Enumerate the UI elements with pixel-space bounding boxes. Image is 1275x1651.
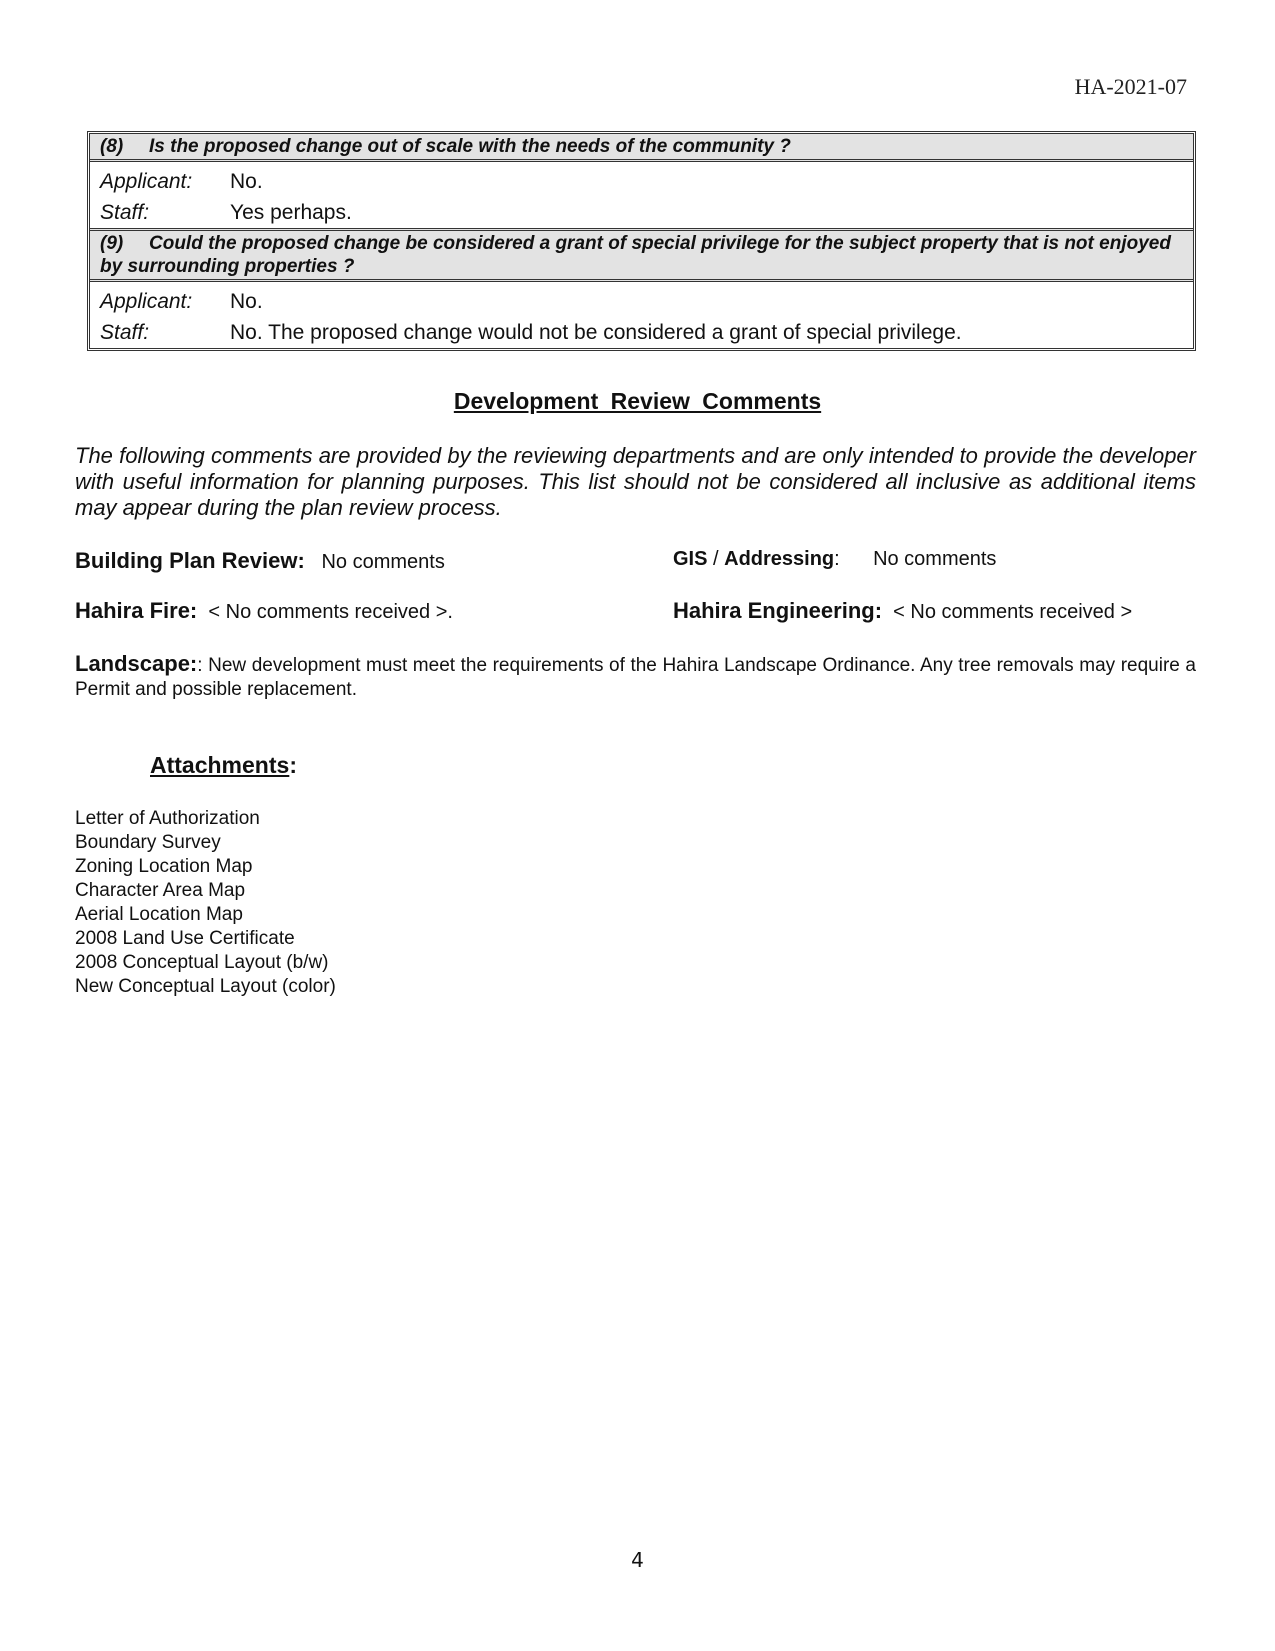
- attachments-title-text: Attachments: [150, 752, 290, 778]
- building-label: Building Plan Review:: [75, 548, 305, 573]
- gis-addressing-review: [673, 548, 996, 571]
- landscape-label: Landscape:: [75, 651, 198, 676]
- question-text: Is the proposed change out of scale with the needs of the community ?: [149, 136, 791, 157]
- attachments-title: [150, 752, 297, 779]
- gis-separator: /: [707, 548, 725, 570]
- question-9-header: [90, 228, 1193, 282]
- applicant-label: Applicant:: [100, 290, 193, 313]
- gis-colon: :: [834, 548, 840, 570]
- attachment-item: New Conceptual Layout (color): [75, 976, 336, 997]
- staff-label: Staff:: [100, 321, 150, 344]
- question-number: (9): [100, 233, 124, 254]
- engineering-review: [673, 598, 1132, 624]
- fire-label: Hahira Fire:: [75, 598, 198, 623]
- gis-label: GIS: [673, 548, 708, 570]
- attachments-title-colon: :: [289, 752, 297, 778]
- landscape-review: [75, 652, 1196, 702]
- applicant-answer-row: [90, 286, 1193, 317]
- case-number: HA-2021-07: [1074, 74, 1187, 99]
- engineering-value: < No comments received >: [893, 601, 1133, 623]
- building-value: No comments: [321, 551, 445, 573]
- applicant-answer: No.: [230, 290, 263, 313]
- building-plan-review: [75, 548, 445, 574]
- question-number: (8): [100, 136, 124, 157]
- section-title: Development Review Comments: [453, 388, 822, 414]
- landscape-value: : New development must meet the requirements of the Hahira Landscape Ordinance. Any tree removals may require a Permit and possible replacement.: [75, 655, 1196, 700]
- criteria-table: [87, 131, 1196, 351]
- attachment-item: Zoning Location Map: [75, 856, 253, 877]
- question-text: Could the proposed change be considered a grant of special privilege for the subject property that is not enjoyed by surrounding properties ?: [100, 233, 1171, 277]
- gis-value: No comments: [873, 548, 997, 570]
- question-8-header: [90, 134, 1193, 162]
- intro-paragraph: The following comments are provided by the reviewing departments and are only intended to provide the developer with useful information for planning purposes. This list should not be considered all inclusive as additional items may appear during the plan review process.: [75, 443, 1196, 520]
- staff-answer-row: [90, 317, 1193, 348]
- fire-value: < No comments received >.: [208, 601, 453, 623]
- attachment-item: Character Area Map: [75, 880, 246, 901]
- staff-answer: No. The proposed change would not be considered a grant of special privilege.: [230, 321, 962, 344]
- question-8-answers: [90, 162, 1193, 228]
- attachments-list: [75, 807, 336, 999]
- attachment-item: 2008 Land Use Certificate: [75, 928, 295, 949]
- engineering-label: Hahira Engineering:: [673, 598, 883, 623]
- applicant-answer-row: [90, 166, 1193, 197]
- fire-review: [75, 598, 453, 624]
- applicant-answer: No.: [230, 170, 263, 193]
- attachment-item: Boundary Survey: [75, 832, 221, 853]
- staff-label: Staff:: [100, 201, 150, 224]
- staff-answer-row: [90, 197, 1193, 228]
- attachment-item: 2008 Conceptual Layout (b/w): [75, 952, 329, 973]
- staff-answer: Yes perhaps.: [230, 201, 352, 224]
- page-number: 4: [631, 1548, 644, 1572]
- attachment-item: Letter of Authorization: [75, 808, 260, 829]
- question-9-answers: [90, 282, 1193, 348]
- applicant-label: Applicant:: [100, 170, 193, 193]
- attachment-item: Aerial Location Map: [75, 904, 243, 925]
- addressing-label: Addressing: [724, 548, 835, 570]
